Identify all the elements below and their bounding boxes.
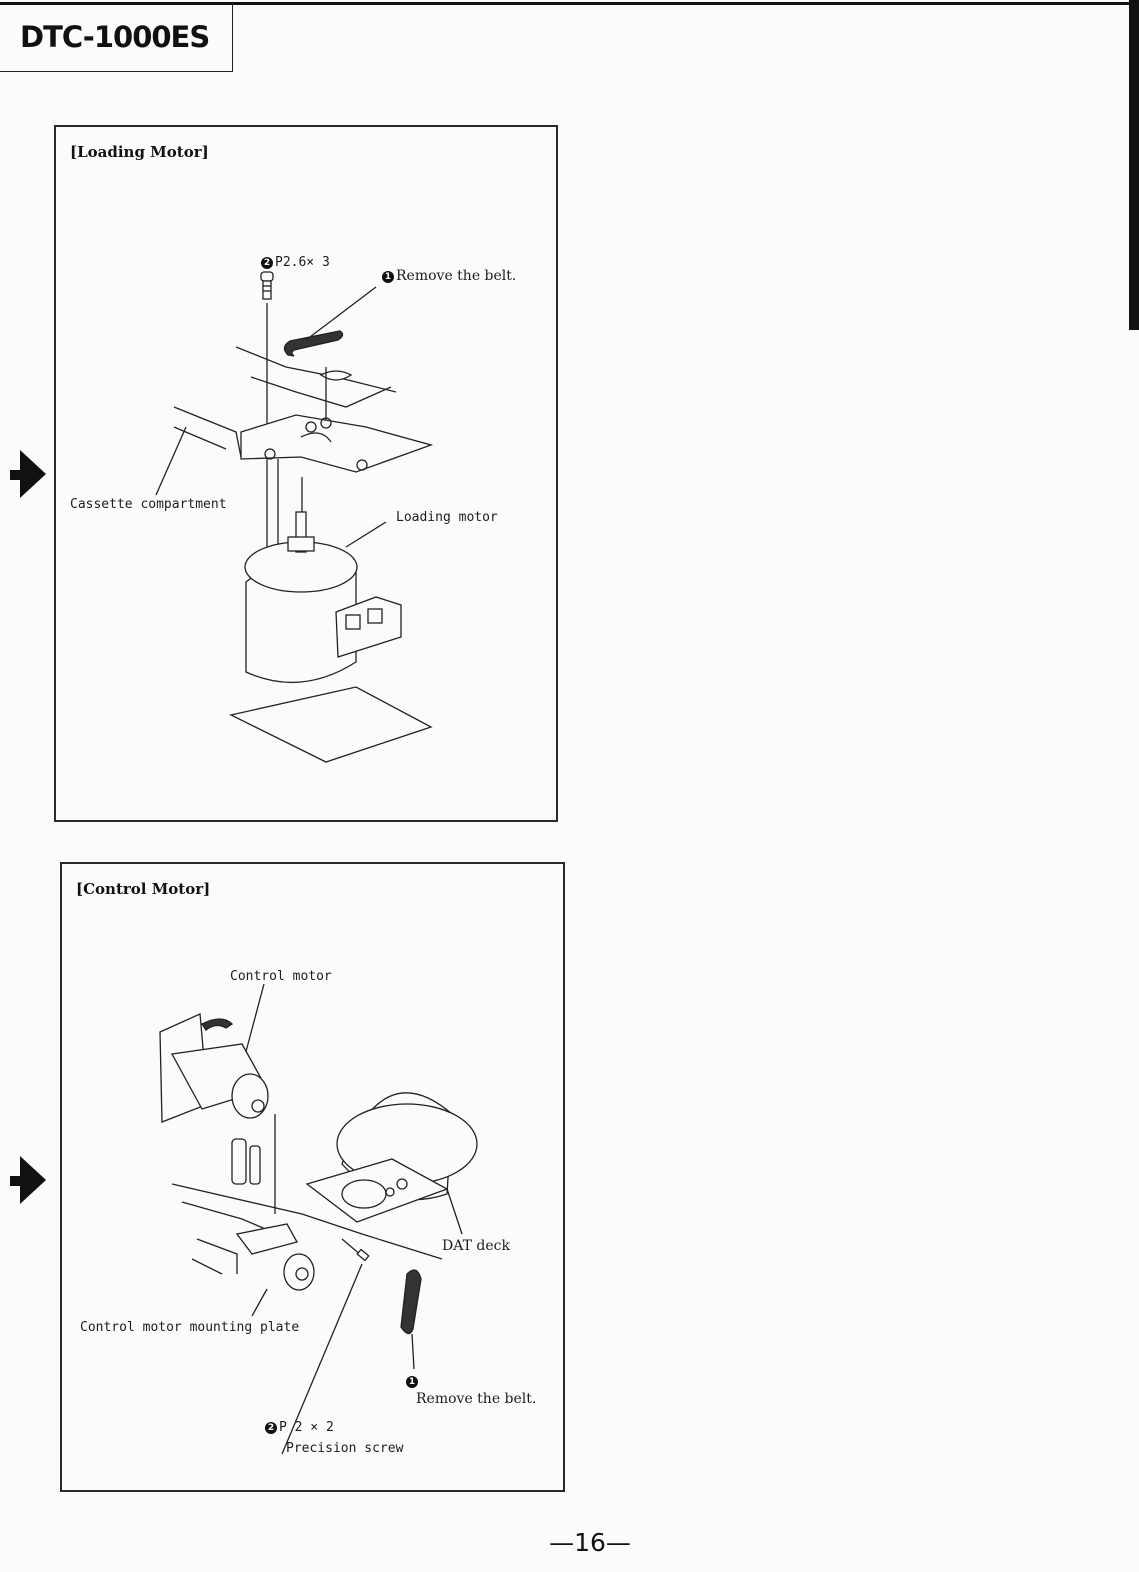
- dat-deck-label: DAT deck: [442, 1238, 510, 1254]
- corner-mark: [1129, 0, 1139, 330]
- screw-spec: P 2 × 2: [279, 1420, 334, 1435]
- control-motor-panel: [60, 862, 565, 1492]
- loading-screw-label: [261, 255, 330, 270]
- page-number: —16—: [549, 1528, 631, 1557]
- pointer-arrow-icon: [20, 1156, 46, 1204]
- arrow-stem: [10, 1176, 20, 1186]
- belt-instruction: Remove the belt.: [396, 268, 517, 284]
- step-1-icon: 1: [406, 1376, 418, 1388]
- control-belt-step: [406, 1374, 420, 1389]
- step-1-icon: 1: [382, 271, 394, 283]
- cassette-compartment-label: Cassette compartment: [70, 497, 227, 512]
- arrow-stem: [10, 470, 20, 480]
- control-belt-label: Remove the belt.: [416, 1391, 537, 1407]
- pointer-arrow-icon: [20, 450, 46, 498]
- loading-motor-illustration: [56, 127, 556, 820]
- model-title: DTC-1000ES: [20, 20, 210, 54]
- loading-motor-label: Loading motor: [396, 510, 498, 525]
- control-motor-label: Control motor: [230, 969, 332, 984]
- motor-board: [231, 687, 431, 762]
- loading-motor-title: [Loading Motor]: [70, 143, 209, 161]
- mounting-plate-label: Control motor mounting plate: [80, 1320, 300, 1335]
- belt-icon: [284, 287, 376, 356]
- screw-spec: P2.6× 3: [275, 255, 330, 270]
- control-screw-label: [265, 1420, 334, 1435]
- control-motor-title: [Control Motor]: [76, 880, 211, 898]
- precision-screw-label: Precision screw: [286, 1441, 404, 1456]
- loading-belt-label: [382, 268, 516, 284]
- step-2-icon: 2: [261, 257, 273, 269]
- step-2-icon: 2: [265, 1422, 277, 1434]
- loading-motor-panel: [54, 125, 558, 822]
